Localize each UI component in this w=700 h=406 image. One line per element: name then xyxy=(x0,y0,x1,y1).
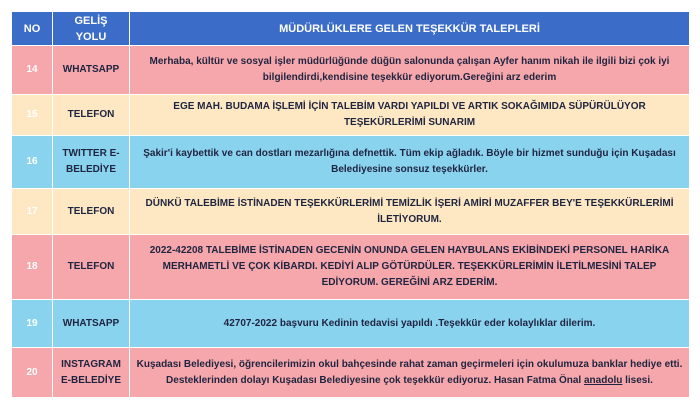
row-no: 16 xyxy=(12,136,53,189)
table-header-row xyxy=(12,12,690,46)
row-channel: TELEFON xyxy=(53,235,130,300)
row-message: Merhaba, kültür ve sosyal işler müdürlüğünde düğün salonunda çalışan Ayfer hanım nikah ile ilgili bizi çok iyi bilgilendirdi,kendisine teşekkür ediyorum.Gereğini arz ederim xyxy=(130,46,690,95)
row-message: Şakir'i kaybettik ve can dostları mezarlığına defnettik. Tüm ekip ağladık. Böyle bir hizmet sunduğu için Kuşadası Belediyesine sonsuz teşekkürler. xyxy=(130,136,690,189)
header-channel: GELİŞ YOLU xyxy=(53,12,130,46)
row-channel: WHATSAPP xyxy=(53,46,130,95)
table-row xyxy=(12,189,690,235)
table-row xyxy=(12,300,690,348)
row-channel: TELEFON xyxy=(53,189,130,235)
header-message: MÜDÜRLÜKLERE GELEN TEŞEKKÜR TALEPLERİ xyxy=(130,12,690,46)
row-message: DÜNKÜ TALEBİME İSTİNADEN TEŞEKKÜRLERİMİ TEMİZLİK İŞERİ AMİRİ MUZAFFER BEY'E TEŞEKKÜRLERİMİ İLETİYORUM. xyxy=(130,189,690,235)
row-channel: WHATSAPP xyxy=(53,300,130,348)
table-row xyxy=(12,136,690,189)
row-message: 2022-42208 TALEBİME İSTİNADEN GECENİN ONUNDA GELEN HAYBULANS EKİBİNDEKİ PERSONEL HARİKA MERHAMETLİ VE ÇOK KİBARDI. KEDİYİ ALIP GÖTÜRDÜLER. TEŞEKKÜRLERİMİN İLETİLMESİNİ TALEP EDİYORUM. GEREĞİNİ ARZ EDERİM. xyxy=(130,235,690,300)
row-no: 20 xyxy=(12,348,53,398)
row-message xyxy=(130,348,690,398)
row-message: 42707-2022 başvuru Kedinin tedavisi yapıldı .Teşekkür eder kolaylıklar dilerim. xyxy=(130,300,690,348)
row-no: 17 xyxy=(12,189,53,235)
table-row xyxy=(12,95,690,136)
thanks-requests-table xyxy=(11,11,690,398)
table-row xyxy=(12,46,690,95)
row-no: 15 xyxy=(12,95,53,136)
row-no: 19 xyxy=(12,300,53,348)
table-row xyxy=(12,348,690,398)
row-message-underlined: anadolu xyxy=(584,374,623,386)
row-no: 18 xyxy=(12,235,53,300)
table-row xyxy=(12,235,690,300)
row-channel: INSTAGRAM E-BELEDİYE xyxy=(53,348,130,398)
row-channel: TELEFON xyxy=(53,95,130,136)
row-channel: TWITTER E-BELEDİYE xyxy=(53,136,130,189)
row-no: 14 xyxy=(12,46,53,95)
row-message-end: lisesi. xyxy=(625,374,653,386)
header-no: NO xyxy=(12,12,53,46)
row-message-main: Kuşadası Belediyesi, öğrencilerimizin okul bahçesinde rahat zaman geçirmeleri için okulumuza banklar hediye etti. Desteklerinden dolayı Kuşadası Belediyesine çok teşekkür ediyoruz. Hasan Fatma Önal xyxy=(136,358,683,386)
row-message: EGE MAH. BUDAMA İŞLEMİ İÇİN TALEBİM VARDI YAPILDI VE ARTIK SOKAĞIMIDA SÜPÜRÜLÜYOR TEŞEKÜRLERİMİ SUNARIM xyxy=(130,95,690,136)
thanks-requests-table-container xyxy=(11,11,689,398)
